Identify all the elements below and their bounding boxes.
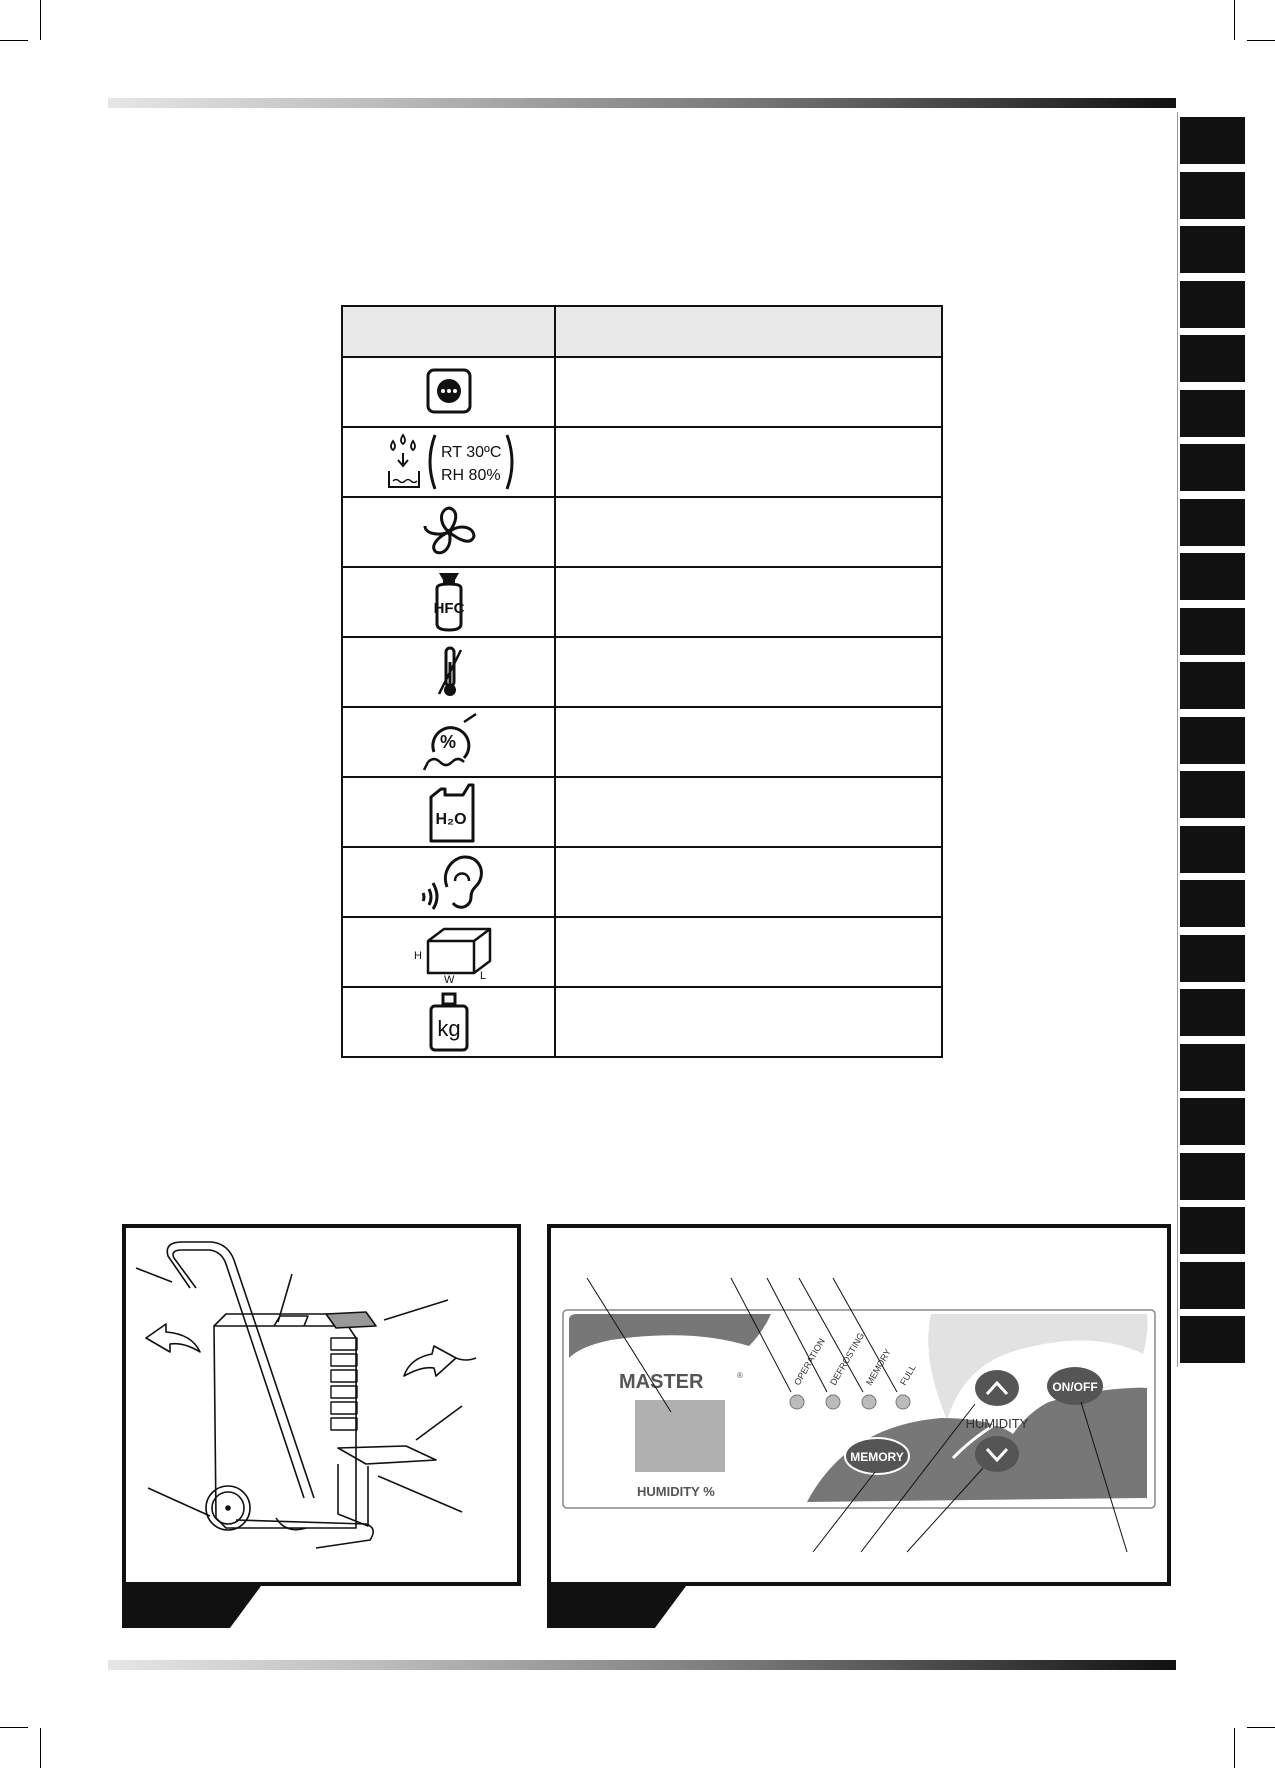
header-cell: [342, 306, 555, 357]
table-cell-value: [555, 987, 942, 1057]
figure-control-panel: [547, 1224, 1171, 1586]
language-tab[interactable]: [1180, 117, 1245, 164]
table-row: [342, 497, 942, 567]
indicator-lights: [790, 1331, 918, 1409]
language-tab[interactable]: [1180, 444, 1245, 491]
spec-table: [341, 305, 943, 1058]
humidity-label: HUMIDITY: [965, 1416, 1029, 1431]
crop-mark: [1234, 1728, 1235, 1768]
humidity-range-icon: [414, 712, 484, 772]
dimensions-box-icon: [394, 919, 504, 985]
lcd-display: [635, 1400, 725, 1472]
onoff-button-label: ON/OFF: [1052, 1380, 1098, 1394]
full-led: [896, 1395, 910, 1409]
crop-mark: [1247, 1727, 1275, 1728]
dehumidifier-drawing: [126, 1228, 517, 1582]
noise-level-icon: [409, 851, 489, 913]
table-cell-value: [555, 637, 942, 707]
language-tab[interactable]: [1180, 989, 1245, 1036]
table-cell-icon: [342, 497, 555, 567]
indicator-full-label: FULL: [898, 1362, 918, 1387]
table-cell-value: [555, 497, 942, 567]
table-cell-value: [555, 707, 942, 777]
language-tab[interactable]: [1180, 1316, 1245, 1363]
table-cell-icon: [342, 777, 555, 847]
language-tab[interactable]: [1180, 553, 1245, 600]
hfc-label: HFC: [433, 600, 464, 617]
memory-button-label: MEMORY: [850, 1450, 904, 1464]
table-row: [342, 847, 942, 917]
table-cell-icon: [342, 847, 555, 917]
table-row: [342, 777, 942, 847]
operation-led: [790, 1395, 804, 1409]
crop-mark: [0, 40, 28, 41]
table-row: [342, 567, 942, 637]
language-tab[interactable]: [1180, 226, 1245, 273]
table-cell-icon: [342, 917, 555, 987]
table-cell-value: [555, 427, 942, 497]
brand-mark: ®: [737, 1371, 743, 1380]
dim-l-label: L: [479, 970, 486, 982]
header-cell: [555, 306, 942, 357]
language-tab[interactable]: [1180, 880, 1245, 927]
table-cell-icon: [342, 357, 555, 427]
display-label: HUMIDITY %: [637, 1484, 715, 1499]
table-cell-icon: [342, 427, 555, 497]
indicator-memory-label: MEMORY: [864, 1347, 893, 1387]
language-tab[interactable]: [1180, 717, 1245, 764]
table-cell-value: [555, 777, 942, 847]
language-tab[interactable]: [1180, 1044, 1245, 1091]
water-tank-icon: [419, 781, 479, 843]
language-tab[interactable]: [1180, 1153, 1245, 1200]
weight-icon: [419, 990, 479, 1054]
condition-rh: RH 80%: [440, 467, 501, 484]
table-row: [342, 427, 942, 497]
table-row: [342, 357, 942, 427]
language-tab[interactable]: [1180, 1207, 1245, 1254]
language-tab[interactable]: [1180, 1098, 1245, 1145]
humidity-down-button[interactable]: [975, 1436, 1019, 1472]
language-tab[interactable]: [1180, 608, 1245, 655]
temperature-range-icon: [419, 642, 479, 702]
table-row: [342, 637, 942, 707]
table-cell-value: [555, 567, 942, 637]
memory-led: [862, 1395, 876, 1409]
defrosting-led: [826, 1395, 840, 1409]
percent-label: %: [439, 732, 456, 752]
brand-logo: MASTER: [619, 1371, 704, 1393]
h2o-label: H₂O: [434, 811, 467, 828]
table-cell-value: [555, 847, 942, 917]
language-tab[interactable]: [1180, 935, 1245, 982]
language-tab[interactable]: [1180, 172, 1245, 219]
fan-icon: [419, 504, 479, 560]
table-header-row: [342, 306, 942, 357]
humidity-up-button[interactable]: [975, 1370, 1019, 1406]
language-tab[interactable]: [1180, 826, 1245, 873]
dim-w-label: W: [443, 974, 454, 985]
control-panel-drawing: [551, 1228, 1167, 1582]
figure-label-2: [547, 1582, 689, 1628]
language-tab[interactable]: [1180, 771, 1245, 818]
table-row: [342, 707, 942, 777]
crop-mark: [1247, 40, 1275, 41]
language-tab[interactable]: [1180, 662, 1245, 709]
condition-temp: RT 30ºC: [440, 444, 501, 461]
language-tab[interactable]: [1180, 335, 1245, 382]
refrigerant-cylinder-icon: [419, 570, 479, 634]
header-bar: [108, 98, 1176, 108]
table-cell-icon: [342, 637, 555, 707]
table-cell-icon: [342, 567, 555, 637]
table-row: [342, 917, 942, 987]
table-row: [342, 987, 942, 1057]
dehumidify-capacity-icon: [379, 431, 519, 493]
crop-mark: [40, 1728, 41, 1768]
table-cell-value: [555, 917, 942, 987]
footer-bar: [108, 1660, 1176, 1670]
table-cell-value: [555, 357, 942, 427]
figure-label-1: [122, 1582, 264, 1628]
table-cell-icon: [342, 987, 555, 1057]
language-tab[interactable]: [1180, 499, 1245, 546]
crop-mark: [0, 1727, 28, 1728]
language-tab[interactable]: [1180, 1262, 1245, 1309]
kg-label: kg: [436, 1016, 461, 1041]
tab-divider: [1177, 112, 1178, 1367]
language-tab[interactable]: [1180, 281, 1245, 328]
indicator-operation-label: OPERATION: [792, 1336, 827, 1387]
language-tab[interactable]: [1180, 390, 1245, 437]
power-socket-icon: [419, 366, 479, 418]
crop-mark: [1234, 0, 1235, 40]
crop-mark: [40, 0, 41, 40]
dim-h-label: H: [413, 950, 422, 962]
panel-shape-top-left: [569, 1314, 771, 1358]
table-cell-icon: [342, 707, 555, 777]
figure-dehumidifier: [122, 1224, 521, 1586]
indicator-defrosting-label: DEFROSTING: [828, 1330, 867, 1387]
